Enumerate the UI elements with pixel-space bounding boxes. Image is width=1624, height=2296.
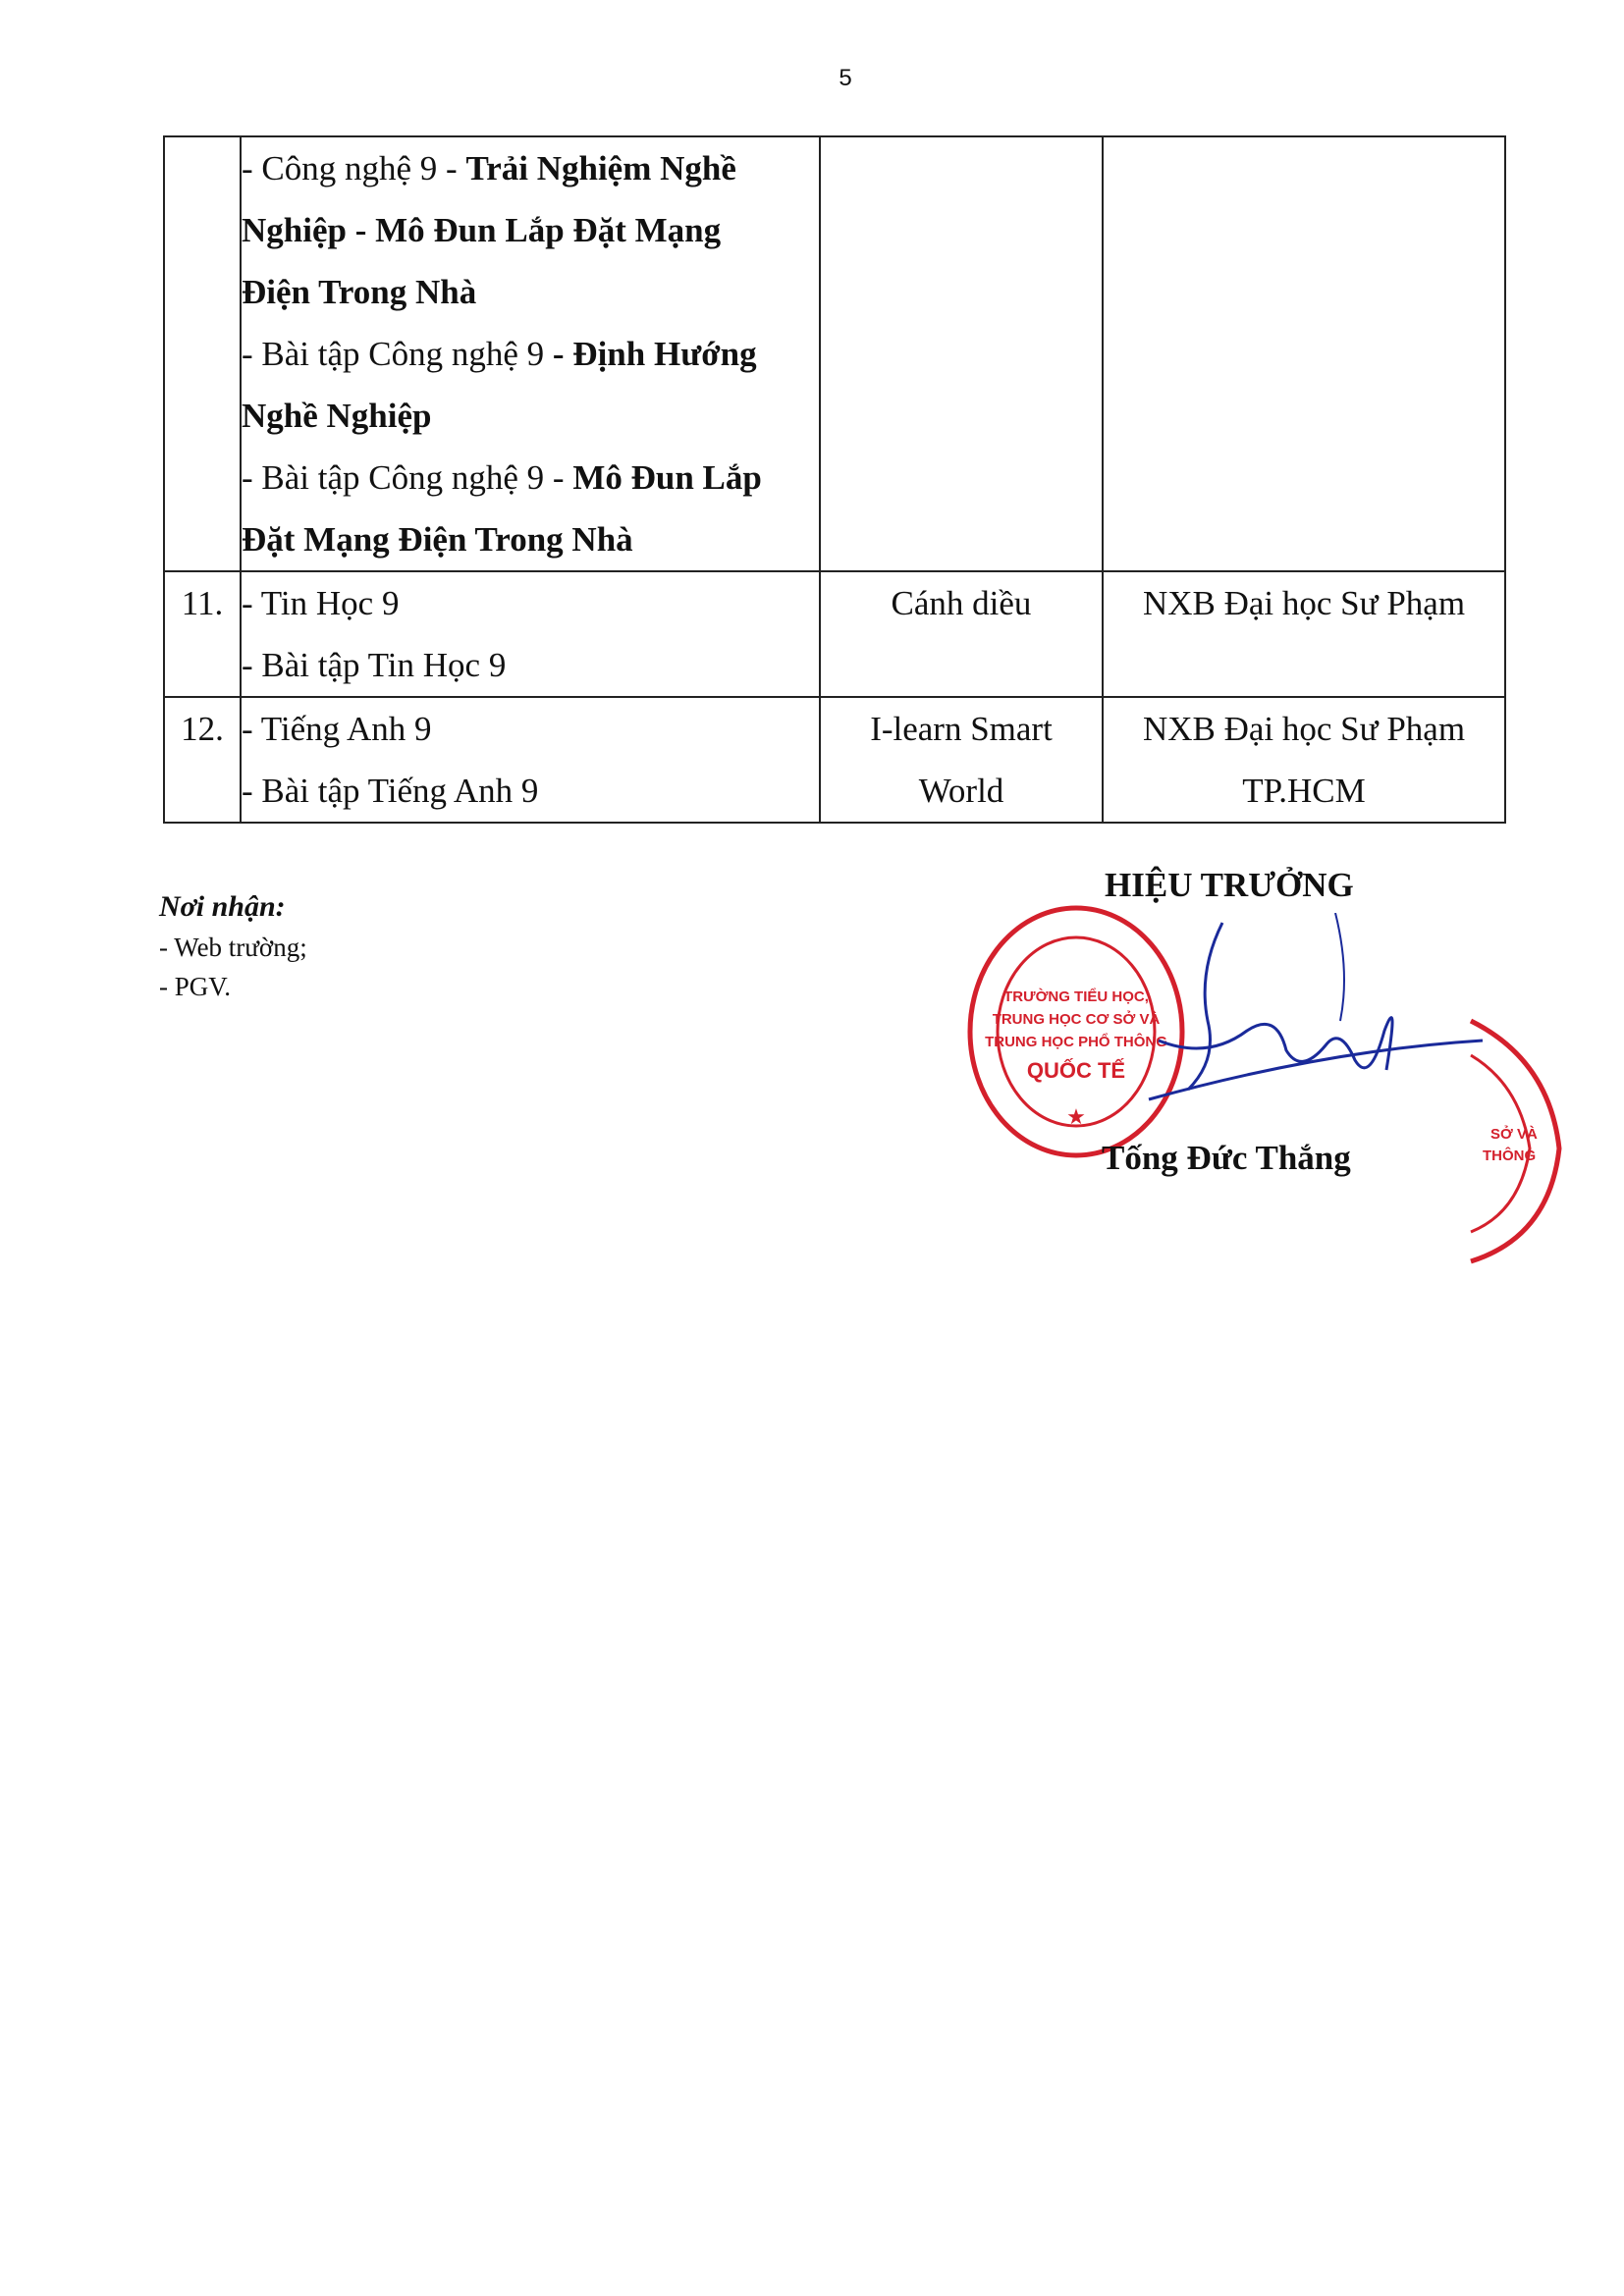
title-segment: Đặt Mạng Điện Trong Nhà bbox=[242, 520, 633, 559]
principal-signature bbox=[1129, 913, 1502, 1119]
publisher-line: TP.HCM bbox=[1242, 772, 1366, 810]
row-number-cell bbox=[164, 136, 241, 571]
svg-text:TRUNG HỌC PHỔ THÔNG: TRUNG HỌC PHỔ THÔNG bbox=[985, 1034, 1167, 1050]
table-row bbox=[164, 697, 1505, 823]
title-segment: - Bài tập Tin Học 9 bbox=[242, 646, 507, 684]
book-series-cell bbox=[820, 697, 1103, 823]
title-segment: - Bài tập Tiếng Anh 9 bbox=[242, 772, 539, 810]
title-segment: - Tiếng Anh 9 bbox=[242, 710, 432, 748]
publisher-cell bbox=[1103, 697, 1505, 823]
title-segment: - Định Hướng bbox=[552, 335, 757, 373]
series-line: World bbox=[918, 772, 1004, 810]
book-title-cell bbox=[241, 136, 820, 571]
title-segment: Nghiệp - Mô Đun Lắp Đặt Mạng bbox=[242, 211, 722, 249]
title-segment: Trải Nghiệm Nghề bbox=[465, 149, 736, 187]
svg-text:QUỐC TẾ: QUỐC TẾ bbox=[1026, 1058, 1126, 1083]
principal-name: Tống Đức Thắng bbox=[1102, 1139, 1351, 1177]
recipients-heading: Nơi nhận: bbox=[159, 890, 286, 923]
book-title-line bbox=[242, 323, 819, 385]
book-series-cell bbox=[820, 136, 1103, 571]
svg-text:★: ★ bbox=[1066, 1104, 1086, 1129]
row-number-cell: 11. bbox=[164, 571, 241, 697]
publisher-cell bbox=[1103, 571, 1505, 697]
publisher-line: NXB Đại học Sư Phạm bbox=[1142, 710, 1466, 748]
svg-text:TRUNG HỌC CƠ SỞ VÀ: TRUNG HỌC CƠ SỞ VÀ bbox=[992, 1011, 1161, 1028]
title-segment: - Bài tập Công nghệ 9 bbox=[242, 335, 553, 373]
principal-title: HIỆU TRƯỞNG bbox=[1105, 866, 1354, 904]
recipient-item: - Web trường; bbox=[159, 933, 307, 962]
series-line: I-learn Smart bbox=[870, 710, 1053, 748]
book-title-line bbox=[242, 137, 819, 199]
row-number-cell: 12. bbox=[164, 697, 241, 823]
table-row bbox=[164, 136, 1505, 571]
title-segment: - Tin Học 9 bbox=[242, 584, 400, 622]
recipients-block bbox=[159, 886, 307, 1006]
series-line: Cánh diều bbox=[891, 584, 1032, 622]
publisher-line: NXB Đại học Sư Phạm bbox=[1142, 584, 1466, 622]
book-series-cell bbox=[820, 571, 1103, 697]
book-title-line bbox=[242, 447, 819, 508]
book-title-line bbox=[242, 261, 819, 323]
title-segment: - Bài tập Công nghệ 9 - bbox=[242, 458, 573, 497]
book-title-line bbox=[242, 634, 819, 696]
book-title-line bbox=[242, 385, 819, 447]
table-row bbox=[164, 571, 1505, 697]
book-title-cell bbox=[241, 697, 820, 823]
textbook-table bbox=[163, 135, 1506, 824]
svg-text:TRƯỜNG TIỂU HỌC,: TRƯỜNG TIỂU HỌC, bbox=[1003, 988, 1149, 1005]
title-segment: Điện Trong Nhà bbox=[242, 273, 477, 311]
book-title-line bbox=[242, 698, 819, 760]
book-title-cell bbox=[241, 571, 820, 697]
title-segment: Nghề Nghiệp bbox=[242, 397, 432, 435]
svg-text:SỞ VÀ: SỞ VÀ bbox=[1490, 1126, 1538, 1143]
book-title-line bbox=[242, 508, 819, 570]
recipient-item: - PGV. bbox=[159, 972, 232, 1001]
book-title-line bbox=[242, 760, 819, 822]
publisher-cell bbox=[1103, 136, 1505, 571]
title-segment: Mô Đun Lắp bbox=[572, 458, 762, 497]
title-segment: - Công nghệ 9 - bbox=[242, 149, 466, 187]
book-title-line bbox=[242, 199, 819, 261]
svg-text:THÔNG: THÔNG bbox=[1483, 1148, 1537, 1164]
book-title-line bbox=[242, 572, 819, 634]
page-number: 5 bbox=[839, 65, 852, 91]
